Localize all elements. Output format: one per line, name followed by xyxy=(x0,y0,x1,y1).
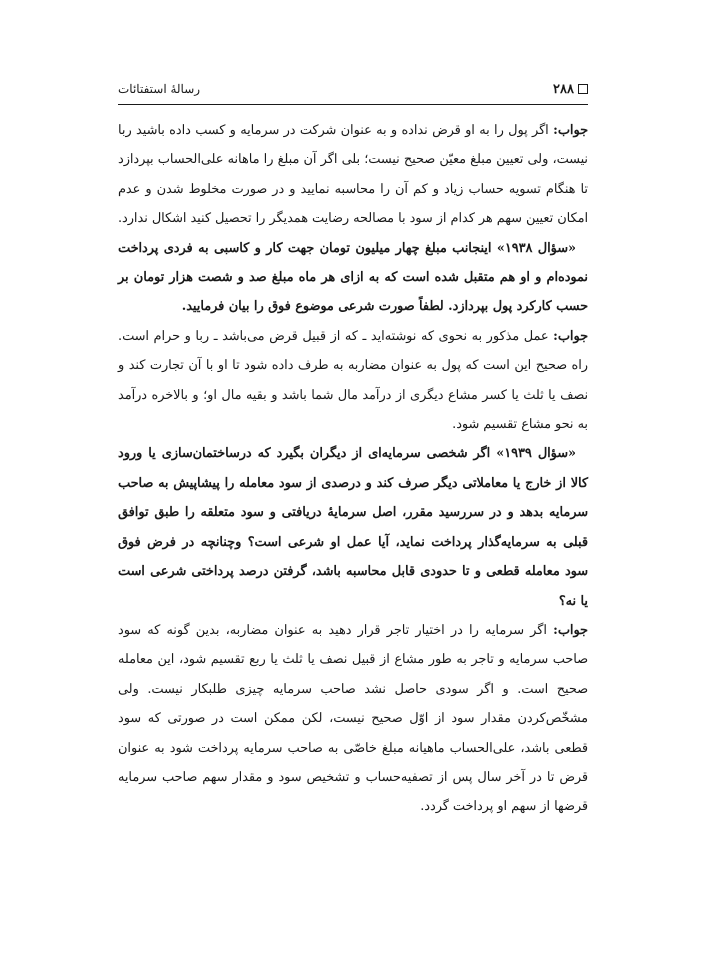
answer-label: جواب: xyxy=(553,123,588,138)
question-number: «سؤال ۱۹۳۸» xyxy=(496,240,576,256)
question-text: اینجانب مبلغ چهار میلیون تومان جهت کار و کاسبی به فردی پرداخت نموده‌ام و او هم متقبل شده است که به ازای هر ماه مبلغ صد و شصت هزار تومان بر حسب کارکرد پول بپردازد. لطفاً صورت شرعی موضوع فوق را بیان فرمایید. xyxy=(118,240,588,315)
answer-paragraph xyxy=(118,616,588,822)
answer-label: جواب: xyxy=(553,622,588,638)
header-divider xyxy=(118,104,588,105)
page-number-block xyxy=(553,82,588,97)
answer-text: اگر سرمایه را در اختیار تاجر قرار دهید به عنوان مضاربه، بدین گونه که سود صاحب سرمایه و تاجر به طور مشاع از قبیل نصف یا ثلث یا ربع تقسیم شود، این معامله صحیح است. و اگر سودی حاصل نشد صاحب سرمایه چیزی طلبکار نیست. ولی مشخّص‌کردن مقدار سود از اوّل صحیح نیست، لکن ممکن است در صورتی که سود قطعی باشد، علی‌الحساب ماهیانه مبلغ خاصّی به صاحب سرمایه پرداخت شود به عنوان قرض تا در آخر سال پس از تصفیه‌حساب و تشخیص سود و مقدار سهم صاحب سرمایه قرضها از سهم او پرداخت گردد. xyxy=(118,622,588,815)
question-number: «سؤال ۱۹۳۹» xyxy=(496,446,576,462)
answer-text: اگر پول را به او قرض نداده و به عنوان شرکت در سرمایه و کسب داده باشید ربا نیست، ولی تعیین مبلغ معیّن صحیح نیست؛ بلی اگر آن مبلغ را ماهانه علی‌الحساب بپردازد تا هنگام تسویه حساب زیاد و کم آن را محاسبه نمایید و در صورت مخلوط شدن و عدم امکان تعیین سهم هر کدام از سود با مصالحه رضایت همدیگر را تحصیل کنید اشکال ندارد. xyxy=(117,123,588,227)
answer-label: جواب: xyxy=(553,328,588,344)
answer-text: عمل مذکور به نحوی که نوشته‌اید ـ که از قبیل قرض می‌باشد ـ ربا و حرام است. راه صحیح این است که پول به عنوان مضاربه به طرف داده شود تا او با آن تجارت کند و نصف یا ثلث یا کسر مشاع دیگری از درآمد مال شما باشد و بقیه مال او؛ و بالاخره درآمد به نحو مشاع تقسیم شود. xyxy=(118,328,588,433)
question-paragraph xyxy=(118,439,588,615)
page-body xyxy=(118,116,588,822)
answer-paragraph xyxy=(118,322,588,440)
question-text: اگر شخصی سرمایه‌ای از دیگران بگیرد که درساختمان‌سازی یا ورود کالا از خارج یا معاملاتی دیگر صرف کند و درصدی از سود معامله را پیشاپیش به صاحب سرمایه بدهد و در سررسید مقرر، اصل سرمایهٔ دریافتی و سود متعلقه را طبق توافق قبلی به سرمایه‌گذار پرداخت نماید، آیا عمل او شرعی است؟ وچنانچه در فرض فوق سود معامله قطعی و تا حدودی قابل محاسبه باشد، گرفتن درصد پرداختی شرعی است یا نه؟ xyxy=(118,446,588,609)
square-bullet-icon xyxy=(578,84,588,94)
running-title: رسالهٔ استفتائات xyxy=(118,82,201,96)
page-number: ۲۸۸ xyxy=(553,81,574,97)
answer-paragraph xyxy=(118,116,588,234)
page-header xyxy=(118,78,588,100)
question-paragraph xyxy=(118,234,588,322)
